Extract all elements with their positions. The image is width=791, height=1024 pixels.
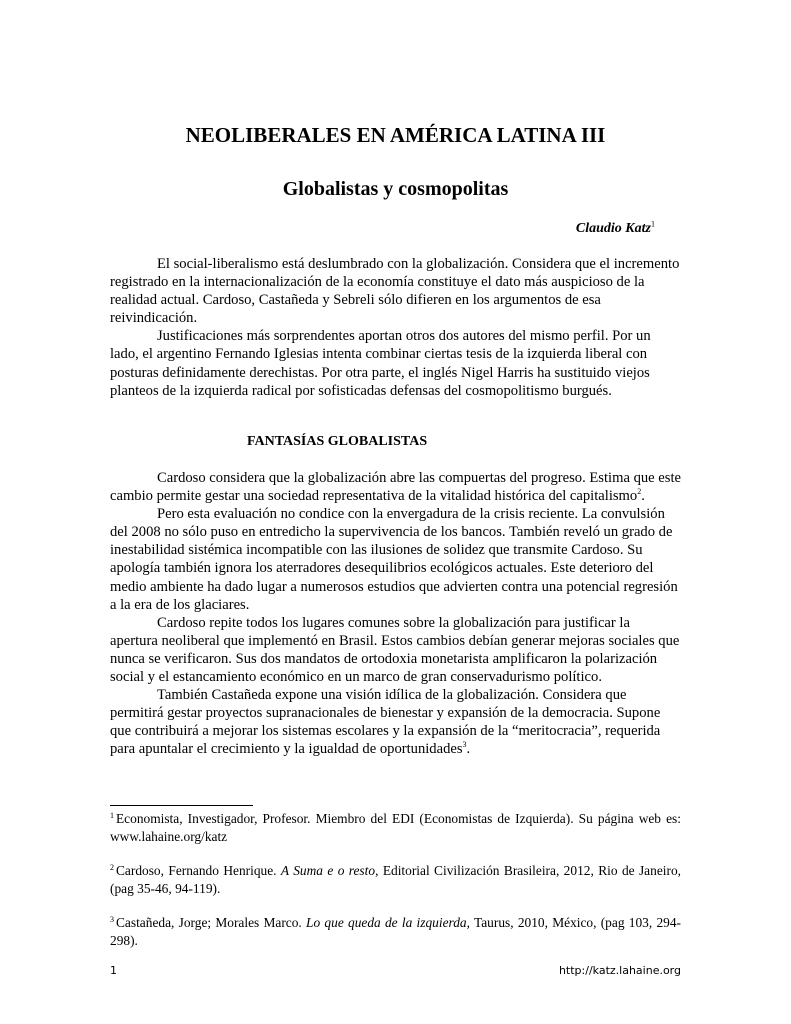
paragraph <box>110 686 681 758</box>
document-subtitle: Globalistas y cosmopolitas <box>282 178 509 200</box>
footnotes <box>110 810 681 966</box>
footnote-number: 3 <box>110 914 114 924</box>
footnote-text: Cardoso, Fernando Henrique. <box>116 863 281 878</box>
intro-section <box>110 255 681 400</box>
paragraph-text: Cardoso repite todos los lugares comunes sobre la globalización para justificar la apertura neoliberal que implementó en Brasil. Estos cambios debían generar mejoras sociales que nunca se verificaron. Sus dos mandatos de ortodoxia monetarista amplificaron la polarización social y el estancamiento económico en un marco de gran conservadurismo político. <box>110 614 680 686</box>
footnote-book-title: A Suma e o resto <box>280 863 376 878</box>
paragraph <box>110 505 681 614</box>
footnote-mark: 3 <box>462 740 467 750</box>
author-footnote-mark: 1 <box>651 219 655 229</box>
paragraph <box>110 614 681 686</box>
paragraph-text: Pero esta evaluación no condice con la envergadura de la crisis reciente. La convulsión del 2008 no sólo puso en entredicho la supervivencia de los bancos. También reveló un grado de inestabilidad sistémica incompatible con las ilusiones de solidez que transmite Cardoso. Su apología también ignora los aterradores desequilibrios ecológicos actuales. Este deterioro del medio ambiente ha dado lugar a numerosos estudios que advierten contra una potencial regresión a la era de los glaciares. <box>110 506 678 613</box>
page-number: 1 <box>110 964 117 977</box>
document-title: NEOLIBERALES EN AMÉRICA LATINA III <box>185 123 606 147</box>
footnote-text-end: Taurus, 2010, México, (pag 103, 294-298). <box>110 915 681 948</box>
section-body <box>110 469 681 759</box>
paragraph-end: . <box>466 741 471 758</box>
paragraph: El social-liberalismo está deslumbrado con la globalización. Considera que el incremento registrado en la internacionalización de la economía constituye el dato más auspicioso de la realidad actual. Cardoso, Castañeda y Sebreli sólo difieren en los argumentos de esa reivindicación. <box>110 256 680 327</box>
footnote-text: Economista, Investigador, Profesor. Miembro del EDI (Economistas de Izquierda). Su página web es: www.lahaine.org/katz <box>110 811 681 844</box>
paragraph <box>110 469 681 505</box>
footnote-number: 2 <box>110 862 114 872</box>
paragraph-end: . <box>641 488 645 505</box>
section-heading: FANTASÍAS GLOBALISTAS <box>247 434 428 449</box>
footnote-mark: 2 <box>637 487 642 497</box>
footnote-number: 1 <box>110 810 114 820</box>
footnote <box>110 810 681 845</box>
footnote <box>110 862 681 897</box>
author-line <box>576 220 655 238</box>
paragraph-text: Cardoso considera que la globalización abre las compuertas del progreso. Estima que este cambio permite gestar una sociedad representativa de la vitalidad histórica del capitalismo <box>110 470 681 505</box>
footnote-text-end: , Editorial Civilización Brasileira, 2012, Rio de Janeiro, (pag 35-46, 94-119). <box>110 863 681 896</box>
author-name: Claudio Katz <box>575 221 651 236</box>
footnote-book-title: Lo que queda de la izquierda, <box>306 915 470 930</box>
footnote <box>110 914 681 949</box>
footer-url: http://katz.lahaine.org <box>558 964 681 977</box>
paragraph: Justificaciones más sorprendentes aportan otros dos autores del mismo perfil. Por un lado, el argentino Fernando Iglesias intenta combinar ciertas tesis de la izquierda liberal con posturas definidamente derechistas. Por otra parte, el inglés Nigel Harris ha sustituido viejos planteos de la izquierda radical por sofisticadas defensas del cosmopolitismo burgués. <box>110 328 651 399</box>
footnote-text: Castañeda, Jorge; Morales Marco. <box>116 915 307 930</box>
footnote-divider <box>110 805 253 806</box>
paragraph-text: También Castañeda expone una visión idílica de la globalización. Considera que permitirá gestar proyectos supranacionales de bienestar y expansión de la democracia. Supone que contribuirá a mejorar los sistemas escolares y la expansión de la “meritocracia”, requerida para apuntalar el crecimiento y la igualdad de oportunidades <box>110 687 661 758</box>
